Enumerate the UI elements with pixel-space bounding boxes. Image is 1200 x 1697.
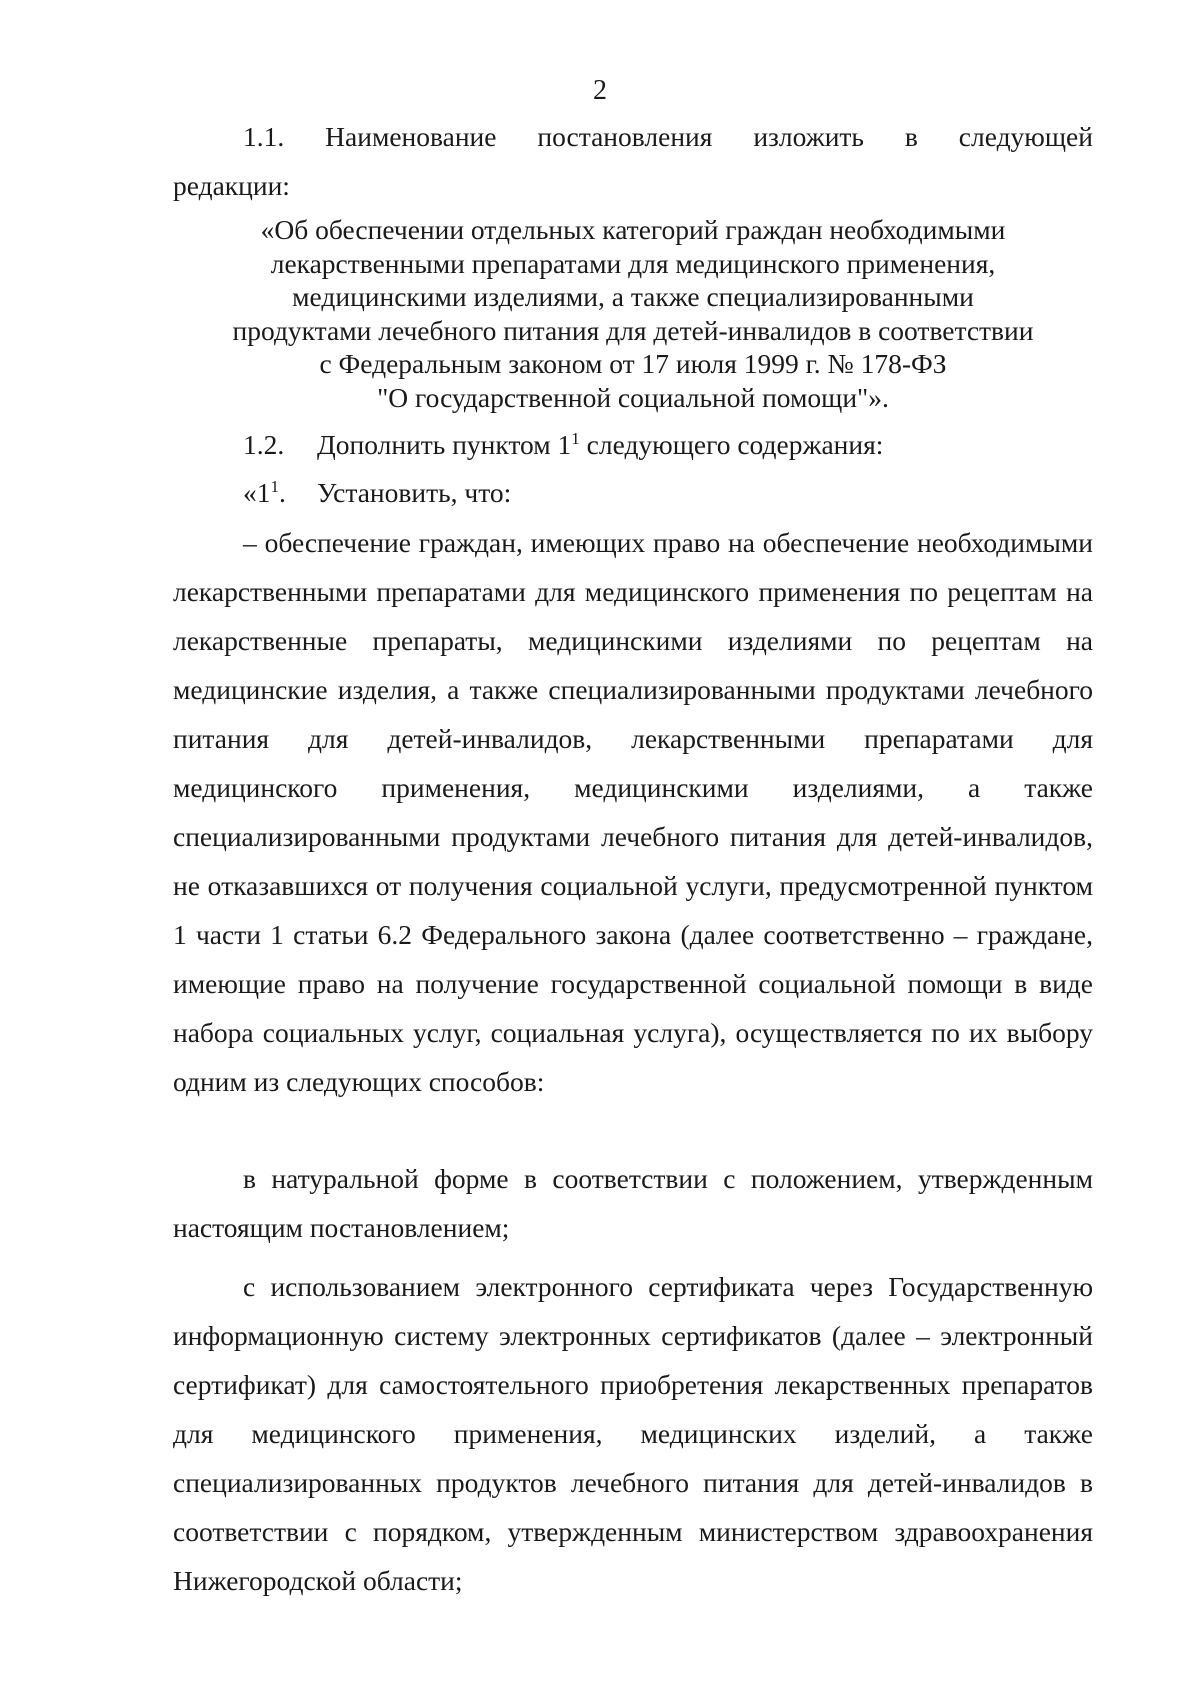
item-1-1-word: в bbox=[904, 121, 918, 152]
resolution-title bbox=[173, 213, 1093, 414]
item-1-2 bbox=[243, 428, 883, 462]
certificate-paragraph: с использованием электронного сертификата через Государственную информационную систему электронных сертификатов (далее – электронный сертификат) для самостоятельного приобретения лекарственных препаратов для медицинского применения, медицинских изделий, а также специализированных продуктов лечебного питания для детей-инвалидов в соответствии с порядком, утвержденным министерством здравоохранения Нижегородской области; bbox=[173, 1271, 1093, 1596]
item-1-1-word: изложить bbox=[753, 121, 864, 152]
item-1-1-continuation: редакции: bbox=[173, 170, 290, 201]
item-1-2-number: 1.2. bbox=[243, 429, 285, 460]
item-1-sup-1-text: Установить, что: bbox=[317, 477, 512, 508]
main-paragraph-block bbox=[173, 518, 1093, 1106]
item-1-2-sup: 1 bbox=[571, 428, 580, 448]
item-1-1-word: следующей bbox=[958, 121, 1093, 152]
natural-form-paragraph: в натуральной форме в соответствии с положением, утвержденным настоящим постановлением; bbox=[173, 1163, 1093, 1243]
item-1-2-text-after: следующего содержания: bbox=[579, 429, 884, 460]
item-1-1-number: 1.1. bbox=[243, 121, 285, 152]
item-1-1 bbox=[173, 112, 1093, 210]
title-line: «Об обеспечении отдельных категорий граждан необходимыми bbox=[260, 214, 1006, 245]
title-line: продуктами лечебного питания для детей-инвалидов в соответствии bbox=[232, 314, 1034, 346]
item-1-sup-1-number: «$1^1$. bbox=[243, 476, 286, 508]
item-1-1-word: Наименование bbox=[325, 121, 497, 152]
item-1-1-word: постановления bbox=[537, 121, 713, 152]
main-paragraph: – обеспечение граждан, имеющих право на обеспечение необходимыми лекарственными препаратами для медицинского применения по рецептам на лекарственные препараты, медицинскими изделиями по рецептам на медицинские изделия, а также специализированными продуктами лечебного питания для детей-инвалидов, лекарственными препаратами для медицинского применения, медицинскими изделиями, а также специализированными продуктами лечебного питания для детей-инвалидов, не отказавшихся от получения социальной услуги, предусмотренной пунктом 1 части 1 статьи 6.2 Федерального закона (далее соответственно – граждане, имеющие право на получение государственной социальной помощи в виде набора социальных услуг, социальная услуга), осуществляется по их выбору одним из следующих способов: bbox=[173, 527, 1093, 1097]
item-1-sup-1 bbox=[243, 476, 511, 510]
title-line: лекарственными препаратами для медицинского применения, bbox=[270, 247, 996, 279]
title-line: с Федеральным законом от 17 июля 1999 г. № 178-ФЗ bbox=[319, 348, 947, 379]
title-line: "О государственной социальной помощи"». bbox=[377, 381, 889, 413]
page-number: 2 bbox=[593, 75, 607, 106]
natural-paragraph-block bbox=[173, 1154, 1093, 1252]
title-line: медицинскими изделиями, а также специализированными bbox=[292, 281, 974, 312]
item-1-2-text-before: Дополнить пунктом 1 bbox=[317, 429, 572, 460]
certificate-paragraph-block bbox=[173, 1262, 1093, 1605]
